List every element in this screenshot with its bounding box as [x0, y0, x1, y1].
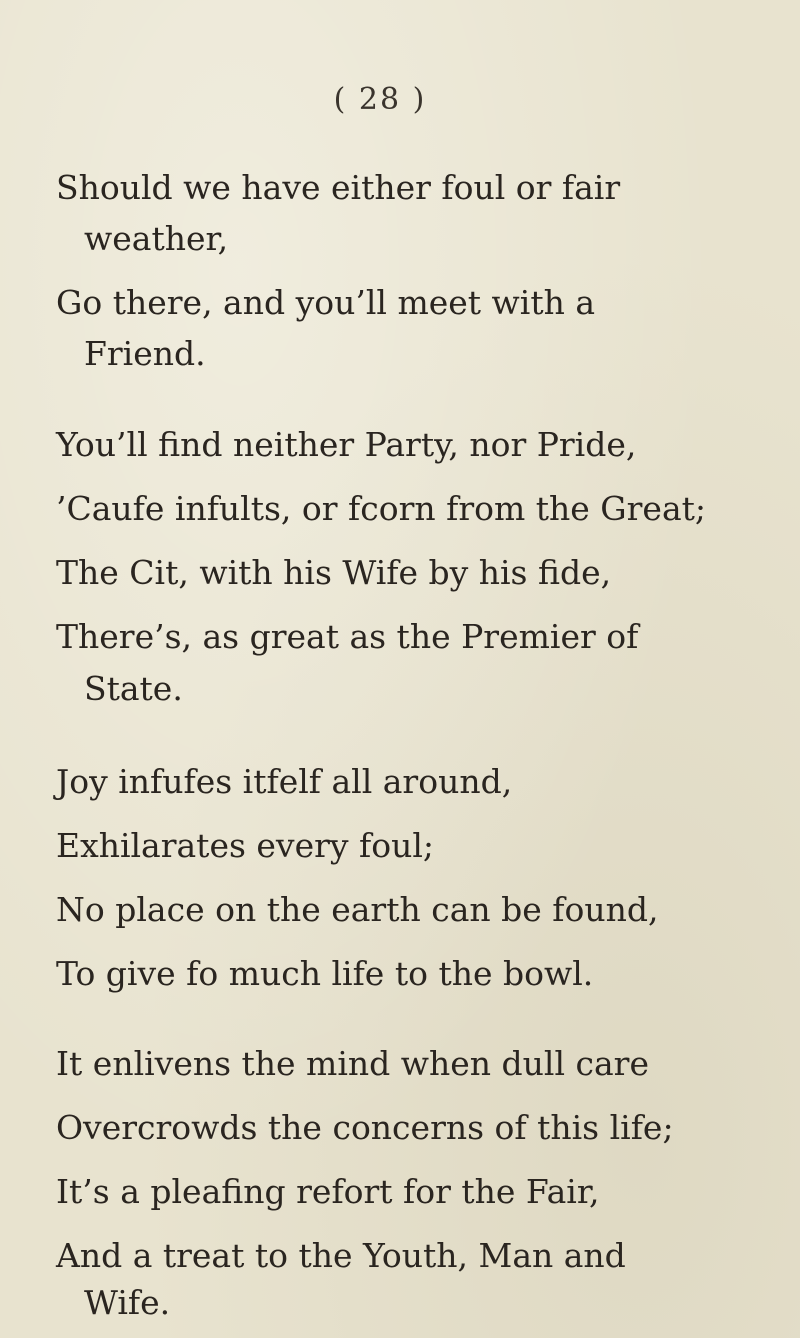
- poem-line: Overcrowds the concerns of this life;: [56, 1108, 674, 1147]
- poem-line: Should we have either foul or fair: [56, 168, 621, 207]
- poem-line: Wife.: [84, 1283, 171, 1322]
- poem-line: The Cit, with his Wife by his fide,: [56, 553, 612, 592]
- poem-line: Exhilarates every foul;: [56, 826, 435, 865]
- poem-line: It’s a pleafing refort for the Fair,: [56, 1172, 600, 1211]
- poem-line: State.: [84, 669, 183, 708]
- poem-line: No place on the earth can be found,: [56, 890, 659, 929]
- poem-line: To give fo much life to the bowl.: [56, 954, 594, 993]
- poem-line: Joy infufes itfelf all around,: [56, 762, 513, 801]
- poem-line: weather,: [84, 219, 229, 258]
- poem-line: ’Caufe infults, or fcorn from the Great;: [56, 489, 707, 528]
- poem-line: Friend.: [84, 334, 206, 373]
- poem-line: And a treat to the Youth, Man and: [56, 1236, 626, 1275]
- poem-line: There’s, as great as the Premier of: [56, 617, 639, 656]
- poem-line: It enlivens the mind when dull care: [56, 1044, 649, 1083]
- poem-line: Go there, and you’ll meet with a: [56, 283, 596, 322]
- page-number: ( 28 ): [333, 82, 427, 117]
- poem-line: You’ll find neither Party, nor Pride,: [56, 425, 637, 464]
